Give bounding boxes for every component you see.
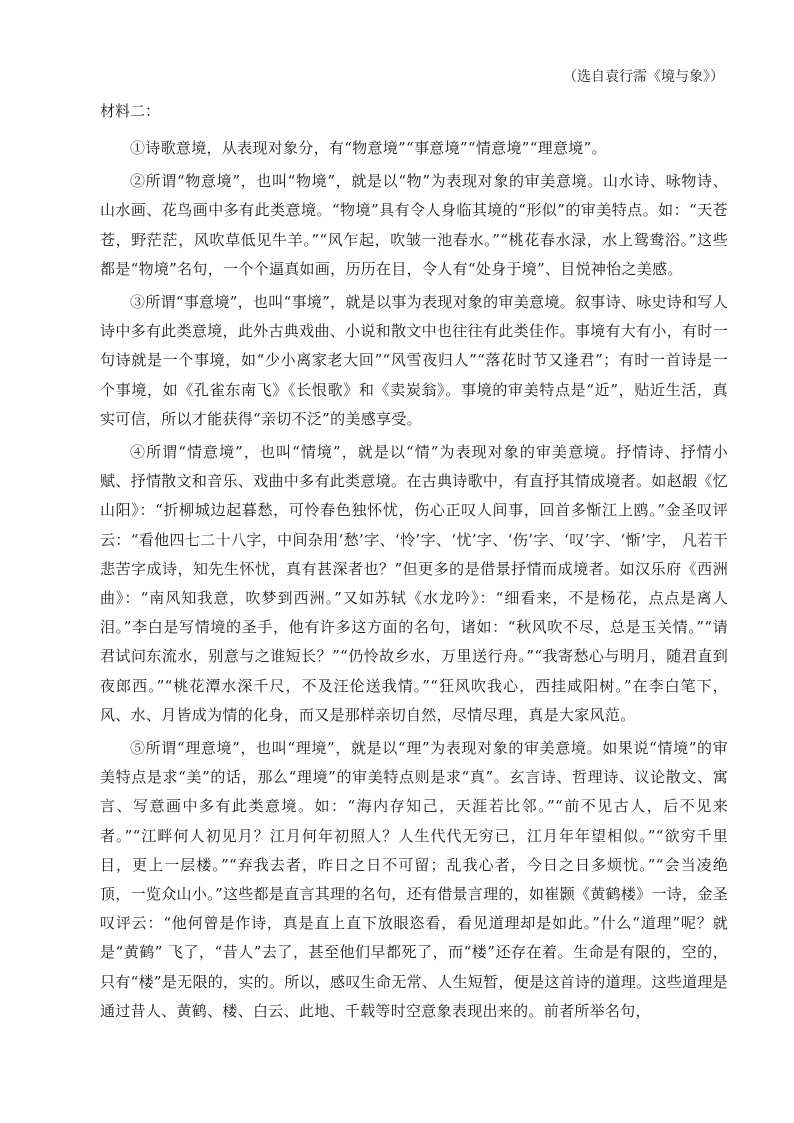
paragraph-5: ⑤所谓“理意境”，也叫“理境”，就是以“理”为表现对象的审美意境。如果说“情境”的审美特点是求“美”的话，那么“理境”的审美特点则是求“真”。玄言诗、哲理诗、议论散文、寓言、写意画中多有此类意境。如：“海内存知己，天涯若比邻。”“前不见古人，后不见来者。”“江畔何人初见月？江月何年初照人？人生代代无穷已，江月年年望相似。”“欲穷千里目，更上一层楼。”“弃我去者，昨日之日不可留；乱我心者，今日之日多烦忧。”“会当凌绝顶，一览众山小。”这些都是直言其理的名句，还有借景言理的，如崔颢《黄鹤楼》一诗，金圣叹评云：“他何曾是作诗，真是直上直下放眼恣看，看见道理却是如此。”什么“道理”呢？就是“黄鹤” 飞了，“昔人”去了，甚至他们早都死了，而“楼”还存在着。生命是有限的，空的，只有“楼”是无限的，实的。所以，感叹生命无常、人生短暂，便是这首诗的道理。这些道理是通过昔人、黄鹤、楼、白云、此地、千载等时空意象表现出来的。前者所举名句， xyxy=(100,739,728,1020)
section-title: 材料二： xyxy=(100,102,161,120)
paragraph-1: ①诗歌意境，从表现对象分，有“物意境”“事意境”“情意境”“理意境”。 xyxy=(130,139,607,157)
source-citation: （选自袁行霈《境与象》） xyxy=(563,69,724,85)
paragraph-2: ②所谓“物意境”，也叫“物境”，就是以“物”为表现对象的审美意境。山水诗、咏物诗、山水画、花鸟画中多有此类意境。“物境”具有令人身临其境的“形似”的审美特点。如：“天苍苍，野茫茫，风吹草低见牛羊。”“风乍起，吹皱一池春水。”“桃花春水渌，水上鸳鸯浴。”这些都是“物境”名句，一个个逼真如画，历历在目，令人有“处身于境”、目悦神怡之美感。 xyxy=(100,172,728,278)
article-body xyxy=(100,97,728,1030)
paragraph-4: ④所谓“情意境”，也叫“情境”，就是以“情”为表现对象的审美意境。抒情诗、抒情小赋、抒情散文和音乐、戏曲中多有此类意境。在古典诗歌中，有直抒其情成境者。如赵嘏《忆山阳》：“折柳城边起暮愁，可怜春色独怀忧，伤心正叹人间事，回首多惭江上鸥。”金圣叹评云：“看他四七二十八字，中间杂用‘愁’字、‘怜’字、‘忧’字、‘伤’字、‘叹’字、‘惭’字， 凡若干悲苦字成诗，知先生怀忧，真有甚深者也？”但更多的是借景抒情而成境者。如汉乐府《西洲曲》：“南风知我意，吹梦到西洲。”又如苏轼《水龙吟》：“细看来，不是杨花，点点是离人泪。”李白是写情境的圣手，他有许多这方面的名句，诸如：“秋风吹不尽，总是玉关情。”“请君试问东流水，别意与之谁短长？”“仍怜故乡水，万里送行舟。”“我寄愁心与明月，随君直到夜郎西。”“桃花潭水深千尺，不及汪伦送我情。”“狂风吹我心，西挂咸阳树。”在李白笔下，风、水、月皆成为情的化身，而又是那样亲切自然，尽情尽理，真是大家风范。 xyxy=(100,443,728,724)
paragraph-3: ③所谓“事意境”，也叫“事境”，就是以事为表现对象的审美意境。叙事诗、咏史诗和写人诗中多有此类意境，此外古典戏曲、小说和散文中也往往有此类佳作。事境有大有小，有时一句诗就是一个事境，如“少小离家老大回”“风雪夜归人”“落花时节又逢君”；有时一首诗是一个事境，如《孔雀东南飞》《长恨歌》和《卖炭翁》。事境的审美特点是“近”，贴近生活，真实可信，所以才能获得“亲切不泛”的美感享受。 xyxy=(100,293,728,428)
